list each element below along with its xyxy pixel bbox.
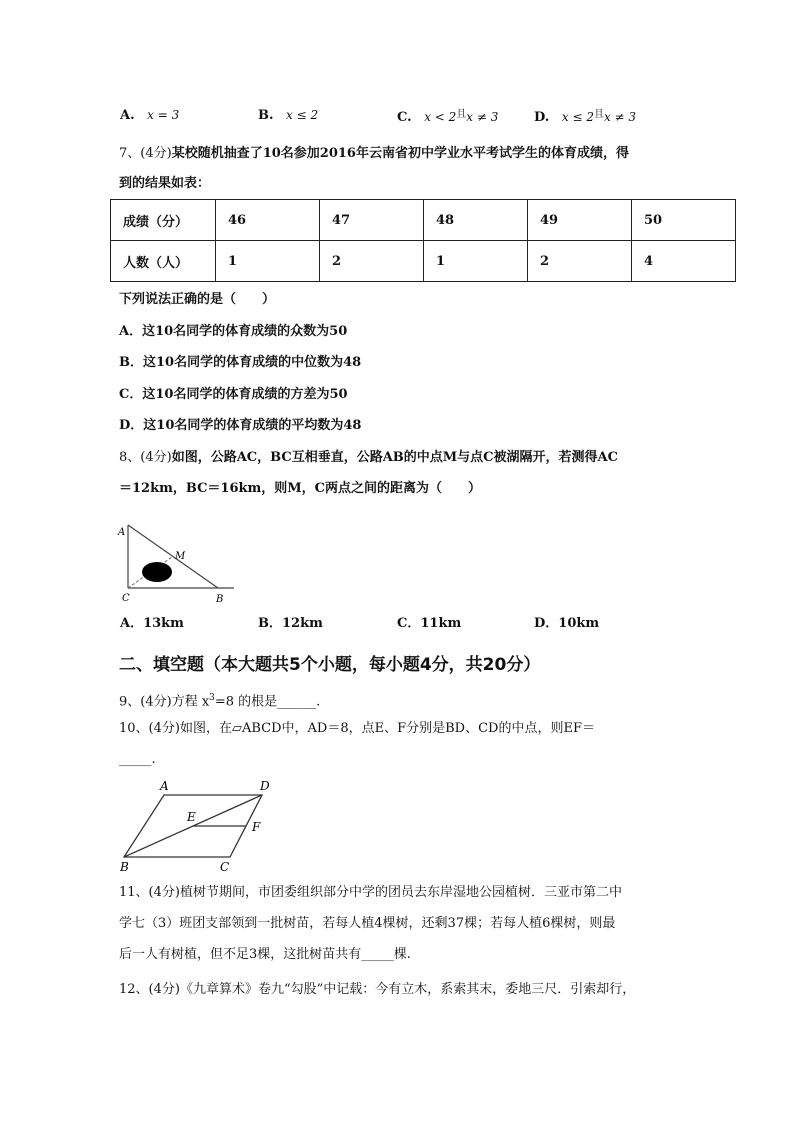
q7-option-b: B．这10名同学的体育成绩的中位数为48 <box>119 355 362 370</box>
table-cell: 49 <box>528 200 632 241</box>
q12-stem-line1 <box>119 981 635 999</box>
q7-question: 下列说法正确的是（ ） <box>119 292 276 307</box>
table-cell: 46 <box>216 200 320 241</box>
q7-option-a: A．这10名同学的体育成绩的众数为50 <box>119 324 348 339</box>
table-cell: 48 <box>424 200 528 241</box>
q7-option-c: C．这10名同学的体育成绩的方差为50 <box>119 387 348 402</box>
q7-line1-text: 某校随机抽查了10名参加2016年云南省初中学业水平考试学生的体育成绩，得 <box>171 146 629 161</box>
q8-option-a: A．13km <box>120 616 184 631</box>
q8-prefix: 8、(4分) <box>119 450 172 465</box>
q6-option-d-joiner: 且 <box>593 109 604 120</box>
label-c: C <box>122 593 130 604</box>
lake-shape <box>142 562 172 582</box>
q12-prefix: 12、(4分) <box>119 982 180 997</box>
table-row <box>111 241 736 282</box>
label-a: A <box>160 779 169 793</box>
label-f: F <box>252 820 261 834</box>
table-cell: 2 <box>528 241 632 282</box>
table-row <box>111 200 736 241</box>
q11-stem-line1 <box>119 884 622 902</box>
q8-option-d: D．10km <box>534 616 600 631</box>
q6-option-d: D. $x \le 2^且x \ne 3$ <box>534 109 637 125</box>
q6-option-c-math-a: x < 2 <box>424 110 457 124</box>
q9-exponent: 3 <box>209 693 215 703</box>
q6-option-b-math: x ≤ 2 <box>286 108 319 122</box>
q7-stem-line1 <box>119 145 629 163</box>
q11-stem-line2: 学七（3）班团支部领到一批树苗，若每人植4棵树，还剩37棵；若每人植6棵树，则最 <box>119 916 616 931</box>
table-cell: 50 <box>632 200 736 241</box>
q10-prefix: 10、(4分) <box>119 721 180 736</box>
label-e: E <box>187 810 196 824</box>
parallelogram-figure <box>112 775 282 875</box>
label-c: C <box>220 860 230 874</box>
q11-line1-text: 植树节期间，市团委组织部分中学的团员去东岸湿地公园植树．三亚市第二中 <box>179 885 622 900</box>
label-d: D <box>260 779 270 793</box>
label-a: A <box>118 527 126 538</box>
q7-prefix: 7、(4分) <box>119 146 172 161</box>
q9-prefix: 9、(4分) <box>119 694 172 710</box>
q8-option-c: C．11km <box>397 616 462 631</box>
q6-option-b: B. x ≤ 2 <box>258 108 319 123</box>
label-b: B <box>120 860 129 874</box>
q8-line1-text: 如图，公路AC，BC互相垂直，公路AB的中点M与点C被湖隔开，若测得AC <box>171 450 618 465</box>
q9-text-b: =8 的根是______. <box>214 694 321 710</box>
table-cell: 1 <box>424 241 528 282</box>
right-triangle-figure <box>112 515 242 607</box>
table-cell: 2 <box>320 241 424 282</box>
q8-stem-line1 <box>119 449 618 467</box>
q6-option-c-math-b: x ≠ 3 <box>466 110 499 124</box>
label-m: M <box>175 551 186 562</box>
section-heading: 二、填空题（本大题共5个小题，每小题4分，共20分） <box>119 655 541 675</box>
q11-prefix: 11、(4分) <box>119 885 180 900</box>
label-b: B <box>216 594 224 605</box>
q10-stem-line1 <box>119 720 595 738</box>
table-cell: 成绩（分） <box>111 200 216 241</box>
q10-line1-text: 如图，在▱ABCD中，AD＝8，点E、F分别是BD、CD的中点，则EF＝ <box>179 721 595 736</box>
q7-stem-line2: 到的结果如表： <box>119 176 211 191</box>
table-cell: 1 <box>216 241 320 282</box>
q6-option-c: C. $x < 2^且x \ne 3$ <box>397 109 499 125</box>
table-cell: 47 <box>320 200 424 241</box>
table-cell: 人数（人） <box>111 241 216 282</box>
q9-text-a: 方程 x <box>171 694 210 710</box>
q8-stem-line2: ＝12km，BC＝16km，则M，C两点之间的距离为（ ） <box>119 481 482 496</box>
q10-stem-line2: _____. <box>119 752 156 767</box>
table-cell: 4 <box>632 241 736 282</box>
q12-line1-text: 《九章算术》卷九“勾股”中记载：今有立木，系索其末，委地三尺．引索却行， <box>179 982 636 997</box>
q11-stem-line3: 后一人有树植，但不足3棵，这批树苗共有_____棵. <box>119 947 411 962</box>
q6-option-a-math: x = 3 <box>147 108 180 122</box>
q6-option-c-joiner: 且 <box>456 109 467 120</box>
q8-option-b: B．12km <box>258 616 323 631</box>
q7-option-d: D．这10名同学的体育成绩的平均数为48 <box>119 418 362 433</box>
q6-option-a: A. x = 3 <box>120 108 180 123</box>
q6-option-d-math-a: x ≤ 2 <box>561 110 594 124</box>
score-table <box>110 199 736 282</box>
q6-option-d-math-b: x ≠ 3 <box>603 110 637 124</box>
q9-stem <box>119 689 320 711</box>
